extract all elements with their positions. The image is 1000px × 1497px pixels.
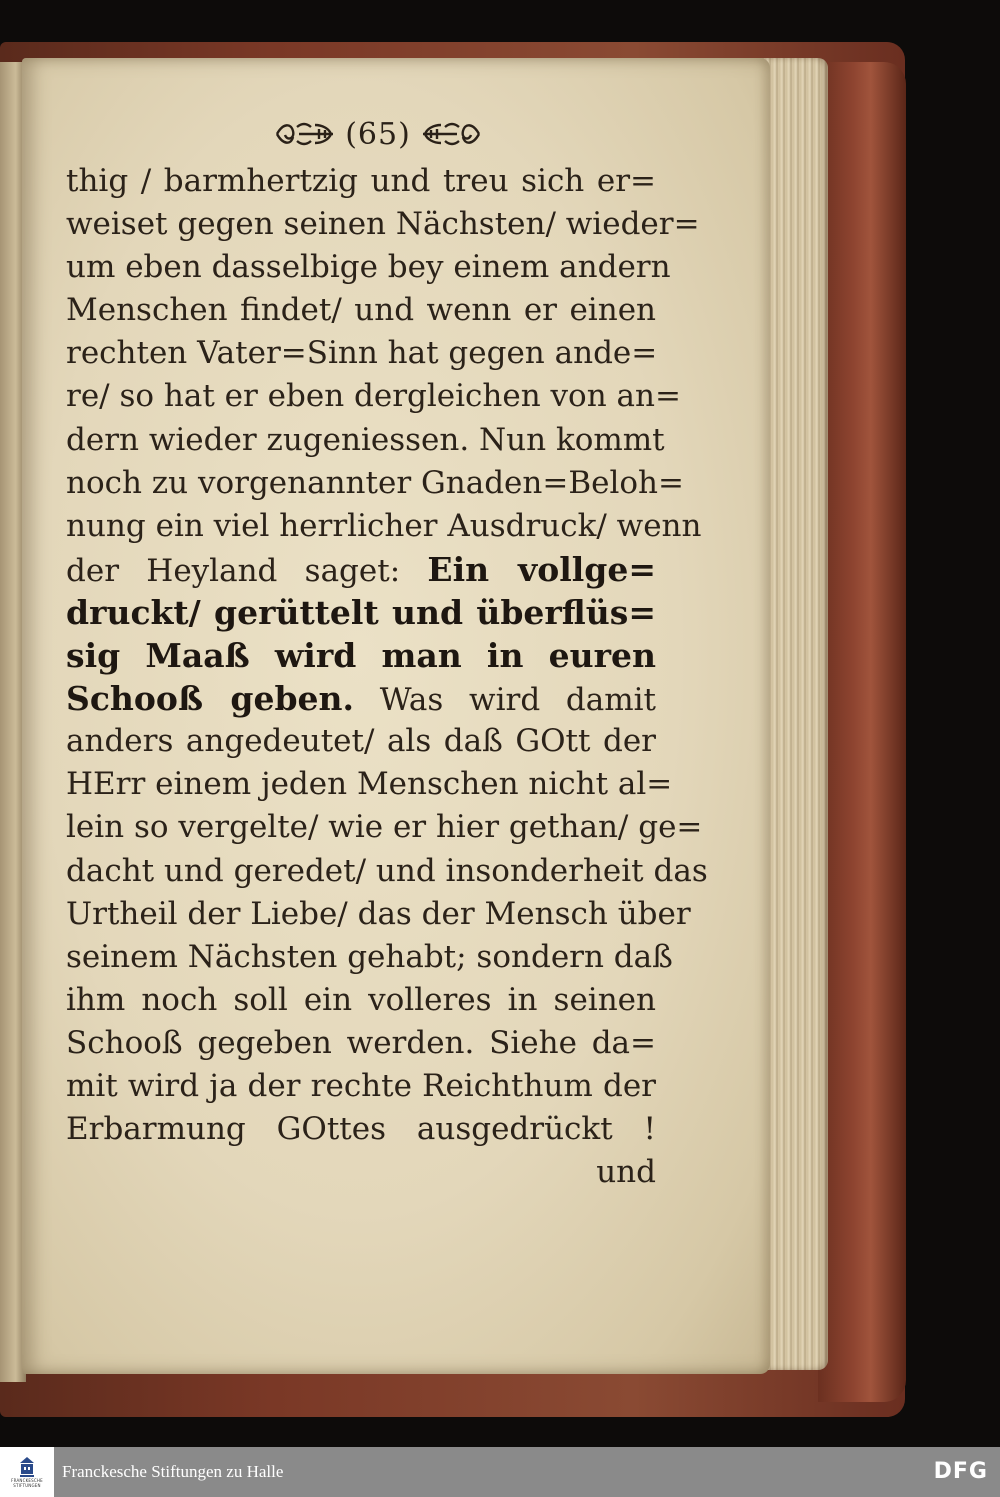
text-line: ihm noch soll ein volleres in seinen	[66, 981, 656, 1018]
text-line: nung ein viel herrlicher Ausdruck/ wenn	[66, 507, 702, 544]
page-header	[268, 112, 488, 156]
emphasis-line: druckt/ gerüttelt und überflüs=	[66, 592, 656, 632]
book-cover-edge	[818, 62, 906, 1402]
text-line-mixed	[66, 548, 656, 591]
text-line: Erbarmung GOttes ausgedrückt !	[66, 1111, 656, 1148]
text-line: mit wird ja der rechte Reichthum der	[66, 1067, 656, 1104]
text-line: noch zu vorgenannter Gnaden=Beloh=	[66, 464, 684, 501]
text-line: Menschen findet/ und wenn er einen	[66, 292, 656, 329]
text-fragment: Was wird damit	[354, 682, 657, 719]
footer-bar	[0, 1447, 1000, 1497]
text-line-mixed	[66, 677, 656, 720]
institution-name: Franckesche Stiftungen zu Halle	[62, 1462, 284, 1481]
logo-text	[11, 1478, 43, 1488]
logo-text-line: STIFTUNGEN	[13, 1483, 41, 1488]
text-line: anders angedeutet/ als daß GOtt der	[66, 723, 656, 760]
text-fragment: der Heyland saget:	[66, 552, 428, 589]
text-line: re/ so hat er eben dergleichen von an=	[66, 378, 681, 415]
text-line: thig / barmhertzig und treu sich er=	[66, 163, 656, 199]
text-line: dacht und geredet/ und insonderheit das	[66, 852, 708, 889]
page-number: (65)	[345, 116, 411, 152]
text-line: Schooß gegeben werden. Siehe da=	[66, 1024, 656, 1061]
page-text	[66, 160, 708, 1194]
dfg-logo[interactable]: DFG	[933, 1459, 988, 1484]
building-icon	[18, 1456, 36, 1478]
text-line: Urtheil der Liebe/ das der Mensch über	[66, 895, 691, 932]
catchword: und	[596, 1154, 656, 1191]
text-line: lein so vergelte/ wie er hier gethan/ ge=	[66, 809, 703, 846]
text-line: dern wieder zugeniessen. Nun kommt	[66, 421, 665, 458]
emphasis-line: sig Maaß wird man in euren	[66, 636, 656, 676]
institution-logo[interactable]	[0, 1447, 54, 1497]
text-line: HErr einem jeden Menschen nicht al=	[66, 766, 673, 803]
text-line: seinem Nächsten gehabt; sondern daß	[66, 938, 673, 975]
left-ornament-icon	[273, 119, 335, 149]
emphasis-fragment: Schooß geben.	[66, 679, 355, 719]
text-line: weiset gegen seinen Nächsten/ wieder=	[66, 206, 700, 243]
text-line: rechten Vater=Sinn hat gegen ande=	[66, 335, 658, 372]
emphasis-fragment: Ein vollge=	[427, 549, 656, 589]
text-line: um eben dasselbige bey einem andern	[66, 249, 671, 286]
right-ornament-icon	[421, 119, 483, 149]
logo-text-line: FRANCKESCHE	[11, 1478, 43, 1483]
